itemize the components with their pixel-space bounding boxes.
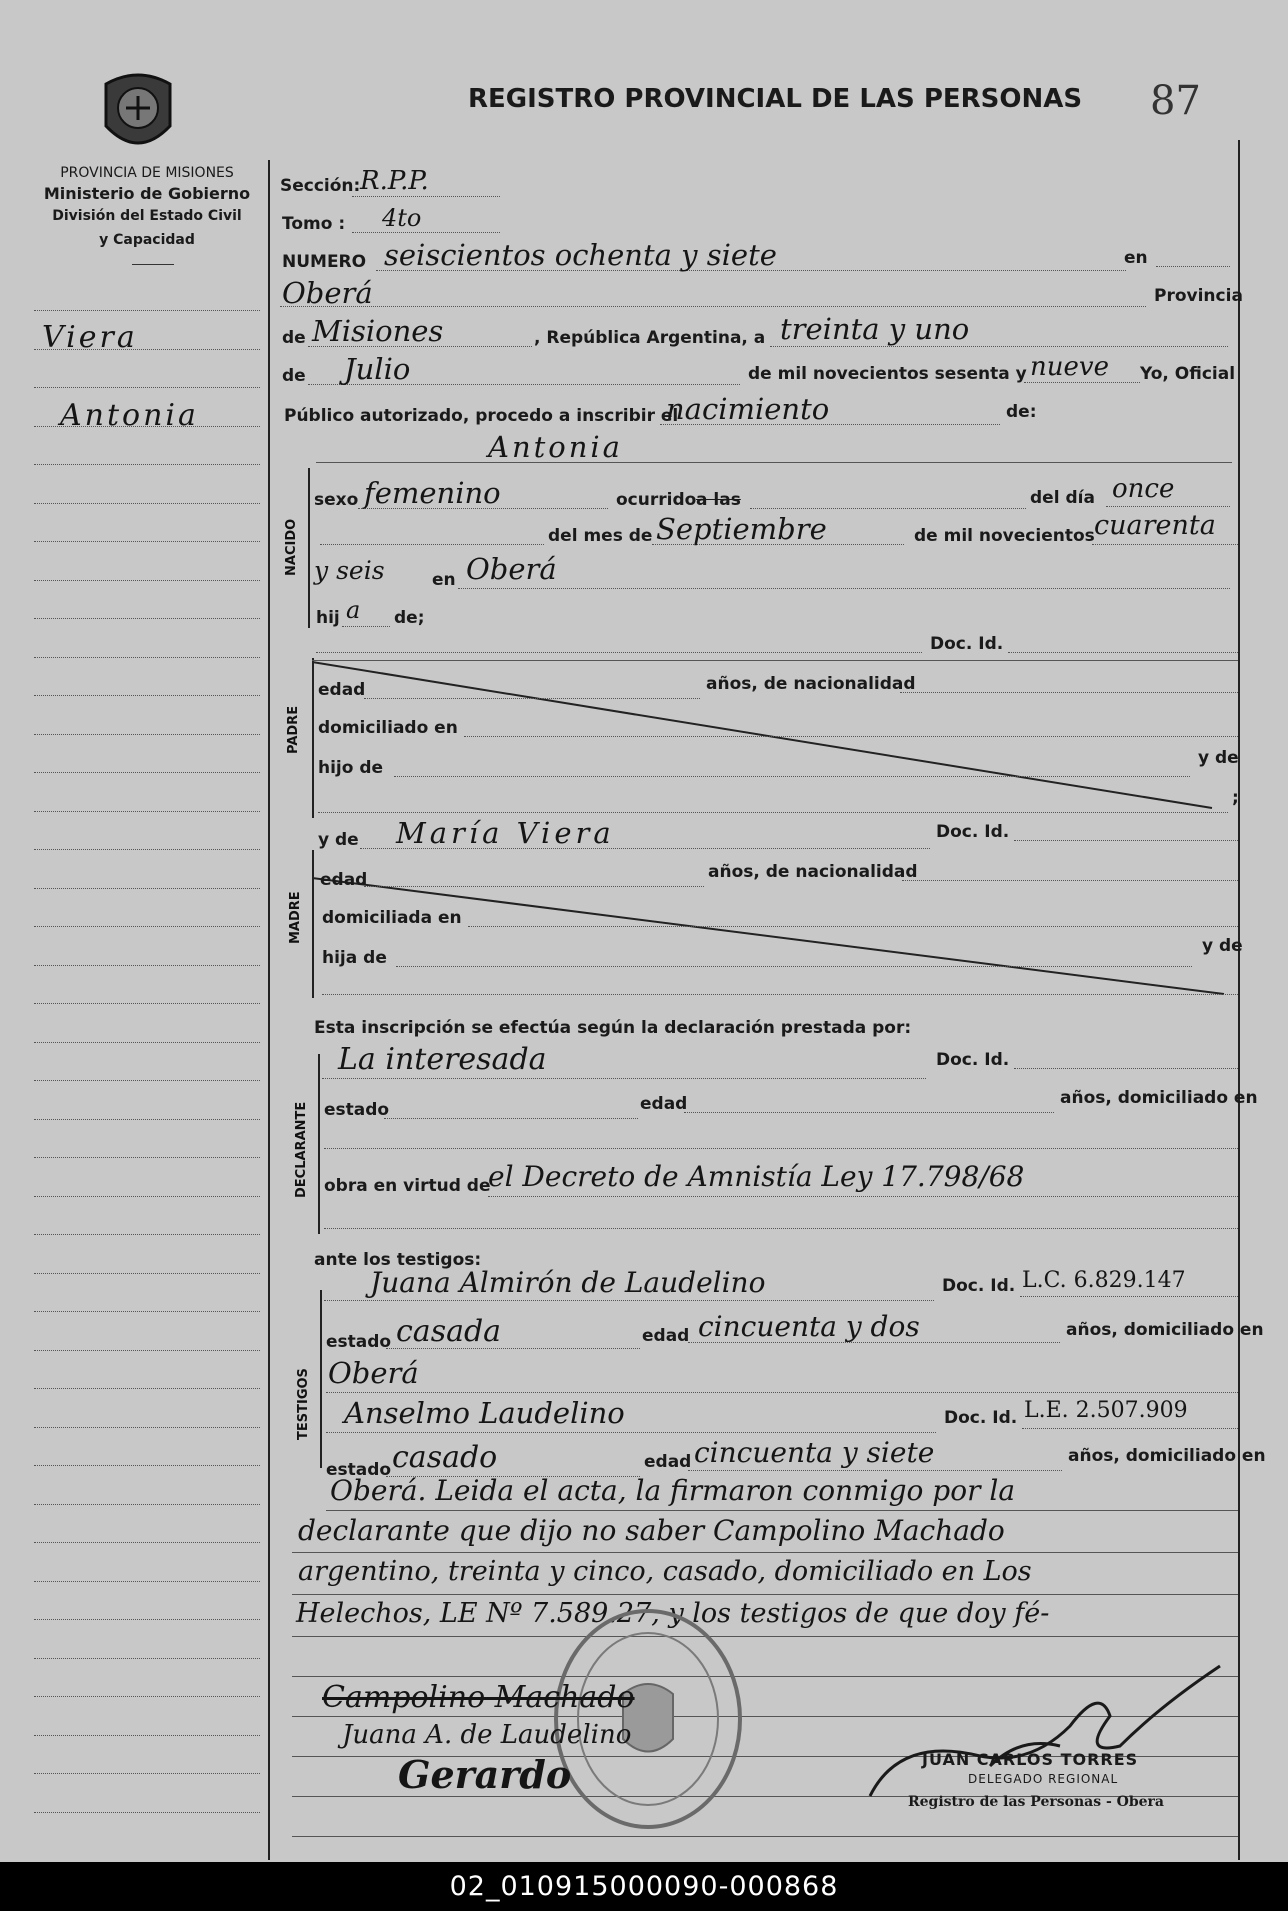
padre-dom-line bbox=[464, 736, 1238, 737]
obra-label: obra en virtud de bbox=[324, 1176, 491, 1196]
testigo1-dom-line bbox=[326, 1392, 1238, 1393]
margin-rule bbox=[34, 734, 260, 735]
declarante-value: La interesada bbox=[338, 1042, 547, 1077]
declarante-line bbox=[322, 1078, 926, 1079]
margin-rule bbox=[34, 1427, 260, 1428]
sexo-value: femenino bbox=[364, 476, 501, 510]
margin-rule bbox=[34, 618, 260, 619]
padre-label: PADRE bbox=[286, 705, 301, 754]
margin-first-name: Antonia bbox=[60, 398, 199, 433]
madre-label: MADRE bbox=[288, 891, 303, 944]
cierre-rule-1 bbox=[326, 1510, 1238, 1511]
doc-id-line-3 bbox=[1014, 1068, 1238, 1069]
margin-rule bbox=[34, 1273, 260, 1274]
doc-id-line-5 bbox=[1022, 1428, 1238, 1429]
official-name: JUAN CARLOS TORRES bbox=[922, 1750, 1139, 1769]
acto-value: nacimiento bbox=[666, 392, 830, 426]
dia-line bbox=[1106, 506, 1230, 507]
padre-edad-label: edad bbox=[318, 680, 366, 700]
hij-label: hij bbox=[316, 608, 340, 628]
margin-rule bbox=[34, 464, 260, 465]
de-sc-label: de; bbox=[394, 608, 425, 628]
dia-value: once bbox=[1112, 474, 1175, 504]
margin-rule bbox=[34, 888, 260, 889]
testigo2-edad: cincuenta y siete bbox=[694, 1436, 935, 1469]
tomo-value: 4to bbox=[382, 204, 422, 232]
padre-y-de-label: y de bbox=[1198, 748, 1239, 768]
fecha-anio-value: nueve bbox=[1030, 352, 1109, 382]
madre-dom-label: domiciliada en bbox=[322, 908, 462, 928]
cierre-line-4: Helechos, LE Nº 7.589.27, y los testigos de que doy fé- bbox=[296, 1598, 1050, 1629]
signature-1: Campolino Machado bbox=[322, 1680, 635, 1715]
lugar-nac-value: Oberá bbox=[466, 552, 557, 586]
margin-rule bbox=[34, 1196, 260, 1197]
column-divider bbox=[268, 160, 270, 1860]
del-dia-label: del día bbox=[1030, 488, 1095, 508]
official-signature-icon bbox=[860, 1646, 1240, 1816]
inscripcion-label: Esta inscripción se efectúa según la declaración prestada por: bbox=[314, 1018, 912, 1038]
seccion-value: R.P.P. bbox=[360, 166, 429, 196]
a-las-label: a las bbox=[696, 490, 741, 510]
fecha-anio-line bbox=[1024, 382, 1140, 383]
padre-hijo-line bbox=[394, 776, 1190, 777]
doc-id-label-5: Doc. Id. bbox=[944, 1408, 1018, 1428]
testigo2-doc: L.E. 2.507.909 bbox=[1024, 1398, 1188, 1423]
lugar-nac-line bbox=[458, 588, 1230, 589]
seccion-line bbox=[352, 196, 500, 197]
provincia-value: Misiones bbox=[312, 314, 444, 348]
testigos-label: TESTIGOS bbox=[296, 1368, 311, 1440]
madre-hija-label: hija de bbox=[322, 948, 387, 968]
margin-rule bbox=[34, 1465, 260, 1466]
obra-line-2 bbox=[324, 1228, 1238, 1229]
anio-line bbox=[1092, 544, 1238, 545]
en-line bbox=[1156, 266, 1230, 267]
coat-of-arms-icon bbox=[96, 66, 180, 160]
signature-3: Gerardo bbox=[398, 1752, 572, 1797]
nacido-bracket bbox=[308, 468, 310, 628]
madre-y-de-label: y de bbox=[318, 830, 359, 850]
testigo1-estado-line bbox=[386, 1348, 640, 1349]
margin-rule bbox=[34, 1042, 260, 1043]
madre-edad-line bbox=[364, 886, 704, 887]
margin-rule bbox=[34, 695, 260, 696]
margin-rule bbox=[34, 1388, 260, 1389]
yo-oficial-label: Yo, Oficial bbox=[1140, 364, 1236, 384]
de-mil-nov-label: de mil novecientos bbox=[914, 526, 1095, 546]
cierre-line-2: declarante que dijo no saber Campolino Machado bbox=[298, 1514, 1005, 1547]
testigo2-anos-label: años, domiciliado en bbox=[1068, 1446, 1266, 1466]
madre-dom-line bbox=[468, 926, 1238, 927]
de-mil-label: de mil novecientos sesenta y bbox=[748, 364, 1027, 384]
padre-semicolon: ; bbox=[1232, 788, 1239, 808]
margin-rule bbox=[34, 811, 260, 812]
padre-dom-label: domiciliado en bbox=[318, 718, 458, 738]
cierre-rule-4 bbox=[292, 1636, 1238, 1637]
testigo2-edad-label: edad bbox=[644, 1452, 692, 1472]
margin-rule bbox=[34, 1311, 260, 1312]
ministry-label: Ministerio de Gobierno bbox=[43, 184, 251, 203]
declarante-dom-line bbox=[324, 1148, 1238, 1149]
de-colon-label: de: bbox=[1006, 402, 1037, 422]
madre-anos-label: años, de nacionalidad bbox=[708, 862, 918, 882]
doc-id-label-4: Doc. Id. bbox=[942, 1276, 1016, 1296]
margin-rule bbox=[34, 1773, 260, 1774]
madre-edad-label: edad bbox=[320, 870, 368, 890]
anio-value-2: y seis bbox=[314, 556, 385, 585]
right-border bbox=[1238, 140, 1240, 1860]
hij-name-line bbox=[316, 652, 922, 653]
margin-rule bbox=[34, 1658, 260, 1659]
de-label-1: de bbox=[282, 328, 306, 348]
province-label: PROVINCIA DE MISIONES bbox=[60, 165, 234, 181]
padre-last-line bbox=[318, 812, 1228, 813]
official-office: Registro de las Personas - Obera bbox=[908, 1794, 1164, 1810]
declarante-edad-line bbox=[684, 1112, 1054, 1113]
ante-label: ante los testigos: bbox=[314, 1250, 482, 1270]
madre-last-line bbox=[322, 994, 1238, 995]
image-id-footer: 02_010915000090-000868 bbox=[0, 1862, 1288, 1911]
margin-rule bbox=[34, 1080, 260, 1081]
cierre-rule-3 bbox=[292, 1594, 1238, 1595]
margin-rule bbox=[34, 1619, 260, 1620]
declarante-label: DECLARANTE bbox=[294, 1101, 309, 1198]
margin-rule bbox=[34, 1581, 260, 1582]
fecha-dia-line bbox=[770, 346, 1228, 347]
declarante-anos-label: años, domiciliado en bbox=[1060, 1088, 1258, 1108]
testigo1-anos-label: años, domiciliado en bbox=[1066, 1320, 1264, 1340]
declarante-bracket bbox=[318, 1054, 320, 1234]
sexo-label: sexo bbox=[314, 490, 359, 510]
madre-nac-line bbox=[902, 880, 1238, 881]
signature-rule bbox=[292, 1836, 1238, 1837]
doc-id-line-1 bbox=[1008, 652, 1238, 653]
testigo1-estado-label: estado bbox=[326, 1332, 392, 1352]
publico-label: Público autorizado, procedo a inscribir el bbox=[284, 406, 679, 426]
header-divider bbox=[132, 264, 174, 265]
margin-rule bbox=[34, 1350, 260, 1351]
madre-cancel-line bbox=[312, 876, 1232, 998]
doc-id-label-3: Doc. Id. bbox=[936, 1050, 1010, 1070]
nombre-value: Antonia bbox=[488, 430, 623, 464]
capacity-label: y Capacidad bbox=[99, 232, 195, 248]
signature-2: Juana A. de Laudelino bbox=[342, 1720, 632, 1750]
testigo1-estado: casada bbox=[396, 1314, 502, 1349]
testigo2-estado-label: estado bbox=[326, 1460, 392, 1480]
republica-label: , República Argentina, a bbox=[534, 328, 766, 348]
lugar-line bbox=[280, 306, 1146, 307]
margin-rule bbox=[34, 657, 260, 658]
madre-hija-line bbox=[396, 966, 1192, 967]
margin-rule bbox=[34, 772, 260, 773]
en-label: en bbox=[1124, 248, 1148, 268]
obra-line bbox=[488, 1196, 1238, 1197]
testigo2-estado: casado bbox=[392, 1440, 498, 1475]
declarante-estado-label: estado bbox=[324, 1100, 390, 1120]
madre-value: María Viera bbox=[396, 816, 615, 850]
madre-y-de-label-2: y de bbox=[1202, 936, 1243, 956]
margin-rule bbox=[34, 580, 260, 581]
margin-rule bbox=[34, 849, 260, 850]
hora-line bbox=[750, 508, 1026, 509]
ocurrido-label: ocurrido bbox=[616, 490, 697, 510]
margin-rule bbox=[34, 926, 260, 927]
official-role: DELEGADO REGIONAL bbox=[968, 1772, 1119, 1786]
testigo2-name-line bbox=[326, 1432, 936, 1433]
page-number: 87 bbox=[1150, 78, 1201, 124]
fecha-dia-value: treinta y uno bbox=[780, 312, 970, 346]
cierre-line-1: Oberá. Leida el acta, la firmaron conmigo por la bbox=[330, 1474, 1016, 1507]
registry-seal-icon bbox=[548, 1604, 748, 1834]
dia-cont-line bbox=[320, 544, 544, 545]
mes-value: Septiembre bbox=[656, 512, 827, 546]
de-label-2: de bbox=[282, 366, 306, 386]
doc-id-line-4 bbox=[1020, 1296, 1238, 1297]
tomo-label: Tomo : bbox=[282, 214, 346, 234]
cierre-rule-2 bbox=[292, 1552, 1238, 1553]
margin-rule bbox=[34, 310, 260, 311]
padre-edad-line bbox=[364, 698, 700, 699]
testigos-bracket bbox=[320, 1290, 322, 1468]
del-mes-label: del mes de bbox=[548, 526, 653, 546]
testigo1-doc: L.C. 6.829.147 bbox=[1022, 1268, 1186, 1293]
margin-rule bbox=[34, 1504, 260, 1505]
nacido-label: NACIDO bbox=[284, 518, 299, 576]
numero-label: NUMERO bbox=[282, 252, 367, 272]
margin-rule bbox=[34, 1812, 260, 1813]
testigo1-dom: Oberá bbox=[328, 1356, 419, 1390]
obra-value: el Decreto de Amnistía Ley 17.798/68 bbox=[488, 1160, 1025, 1193]
tomo-line bbox=[352, 232, 500, 233]
doc-id-line-2 bbox=[1014, 840, 1238, 841]
margin-rule bbox=[34, 1234, 260, 1235]
nombre-line bbox=[316, 462, 1232, 463]
testigo1-edad: cincuenta y dos bbox=[698, 1310, 920, 1343]
testigo1-edad-line bbox=[688, 1342, 1060, 1343]
margin-rule bbox=[34, 503, 260, 504]
padre-nac-line bbox=[900, 692, 1238, 693]
margin-rule bbox=[34, 1119, 260, 1120]
margin-rule bbox=[34, 1696, 260, 1697]
margin-rule bbox=[34, 1542, 260, 1543]
seccion-label: Sección: bbox=[280, 176, 361, 196]
margin-rule bbox=[34, 541, 260, 542]
margin-rule bbox=[34, 387, 260, 388]
cierre-line-3: argentino, treinta y cinco, casado, domiciliado en Los bbox=[298, 1556, 1032, 1587]
doc-id-label-2: Doc. Id. bbox=[936, 822, 1010, 842]
en-nac-label: en bbox=[432, 570, 456, 590]
margin-rule bbox=[34, 1157, 260, 1158]
testigo1-name-line bbox=[324, 1300, 934, 1301]
hij-line bbox=[342, 626, 390, 627]
padre-hijo-label: hijo de bbox=[318, 758, 384, 778]
numero-value: seiscientos ochenta y siete bbox=[384, 238, 777, 272]
testigo2-edad-line bbox=[688, 1470, 1062, 1471]
hij-suffix: a bbox=[346, 596, 361, 624]
anio-value-1: cuarenta bbox=[1094, 510, 1216, 541]
doc-id-label-1: Doc. Id. bbox=[930, 634, 1004, 654]
margin-surname: Viera bbox=[42, 320, 138, 355]
declarante-estado-line bbox=[384, 1118, 638, 1119]
lugar-value: Oberá bbox=[282, 276, 373, 310]
testigo1-name: Juana Almirón de Laudelino bbox=[370, 1266, 766, 1299]
declarante-edad-label: edad bbox=[640, 1094, 688, 1114]
provincia-label: Provincia bbox=[1154, 286, 1243, 306]
fecha-mes-value: Julio bbox=[344, 352, 411, 386]
padre-anos-label: años, de nacionalidad bbox=[706, 674, 916, 694]
page-title: REGISTRO PROVINCIAL DE LAS PERSONAS bbox=[468, 84, 1083, 114]
margin-rule bbox=[34, 965, 260, 966]
division-label: División del Estado Civil bbox=[52, 208, 242, 224]
margin-rule bbox=[34, 1735, 260, 1736]
testigo2-name: Anselmo Laudelino bbox=[344, 1396, 625, 1430]
margin-rule bbox=[34, 1003, 260, 1004]
testigo1-edad-label: edad bbox=[642, 1326, 690, 1346]
